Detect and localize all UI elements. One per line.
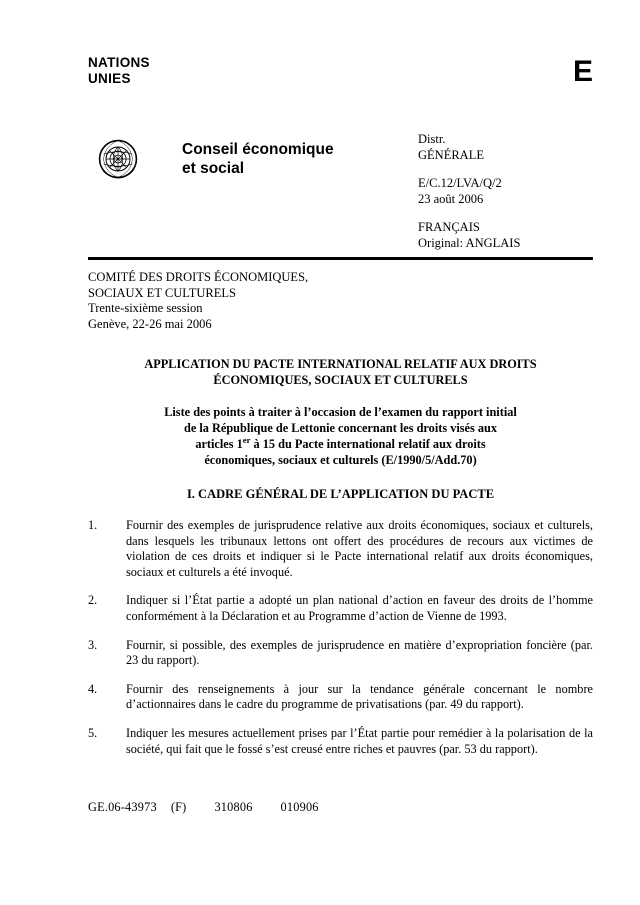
masthead xyxy=(88,55,593,113)
list-item-number: 5. xyxy=(88,725,98,740)
list-item-text: Fournir des exemples de jurisprudence relative aux droits économiques, sociaux et culturels, dans lesquels les tribunaux lettons ont offert des procédures de recours aux victimes de violation de ces droits et indiquer si le Pacte international relatif aux droits économiques, sociaux et culturels a été invoqué. xyxy=(126,518,593,579)
list-item xyxy=(88,593,593,624)
list-item xyxy=(88,726,593,757)
document-original-language: Original: ANGLAIS xyxy=(418,235,521,250)
document-series-letter: E xyxy=(572,55,593,88)
session-location-dates: Genève, 22-26 mai 2006 xyxy=(88,316,212,331)
footer-language-code: (F) xyxy=(170,800,187,814)
subtitle-articles-post: à 15 du Pacte international relatif aux droits xyxy=(250,437,486,451)
document-title xyxy=(88,356,593,388)
organ-title xyxy=(182,140,412,178)
document-title-line2: ÉCONOMIQUES, SOCIAUX ET CULTURELS xyxy=(213,373,468,387)
symbol-block xyxy=(418,176,520,207)
document-subtitle-line2: de la République de Lettonie concernant les droits visés aux xyxy=(183,421,497,435)
distribution-value: GÉNÉRALE xyxy=(418,147,484,162)
document-metadata xyxy=(418,132,520,251)
organ-title-line2: et social xyxy=(182,160,245,177)
subtitle-articles-ordinal: er xyxy=(242,434,251,445)
organization-name xyxy=(88,55,593,86)
document-content xyxy=(88,55,593,770)
distribution-label: Distr. xyxy=(418,132,446,146)
list-item-number: 2. xyxy=(88,593,98,608)
footer-code-2: 010906 xyxy=(280,800,319,814)
subtitle-articles-pre: articles 1 xyxy=(195,437,243,451)
document-subtitle-line1: Liste des points à traiter à l’occasion de l’examen du rapport initial xyxy=(164,405,517,419)
header-divider xyxy=(88,257,593,260)
section-heading: I. CADRE GÉNÉRAL DE L’APPLICATION DU PACTE xyxy=(186,487,495,501)
question-list xyxy=(88,518,593,757)
committee-name-line2: SOCIAUX ET CULTURELS xyxy=(88,285,236,300)
document-subtitle-line4: économiques, sociaux et culturels (E/1990/5/Add.70) xyxy=(204,453,477,467)
list-item-number: 1. xyxy=(88,518,98,532)
document-date: 23 août 2006 xyxy=(418,191,484,206)
committee-name-line1: COMITÉ DES DROITS ÉCONOMIQUES, xyxy=(88,270,309,284)
list-item-number: 3. xyxy=(88,637,98,652)
header-block xyxy=(88,132,593,251)
list-item-text: Indiquer les mesures actuellement prises par l’État partie pour remédier à la polarisation de la société, qui fait que le fossé s’est creusé entre riches et pauvres (par. 53 du rapport). xyxy=(126,725,593,756)
organ-title-line1: Conseil économique xyxy=(182,141,334,158)
list-item-text: Indiquer si l’État partie a adopté un plan national d’action en faveur des droits de l’homme conformément à la Déclaration et au Programme d’action de Vienne de 1993. xyxy=(126,593,593,623)
session-number: Trente-sixième session xyxy=(88,301,203,315)
footer-code-1: 310806 xyxy=(214,800,253,814)
list-item-text: Fournir, si possible, des exemples de jurisprudence en matière d’expropriation foncière (par. 23 du rapport). xyxy=(126,637,593,668)
organization-name-line1: NATIONS xyxy=(88,55,150,70)
document-title-line1: APPLICATION DU PACTE INTERNATIONAL RELATIF AUX DROITS xyxy=(144,357,537,371)
document-subtitle-line3 xyxy=(88,436,593,452)
document-symbol: E/C.12/LVA/Q/2 xyxy=(418,176,502,190)
distribution-block xyxy=(418,132,520,163)
list-item-text: Fournir des renseignements à jour sur la tendance générale concernant le nombre d’actionnaires dans le cadre du programme de privatisations (par. 49 du rapport). xyxy=(126,681,593,712)
footer xyxy=(88,800,319,815)
language-block xyxy=(418,220,520,251)
document-language: FRANÇAIS xyxy=(418,220,480,234)
list-item xyxy=(88,638,593,669)
list-item-number: 4. xyxy=(88,681,98,696)
footer-job-number: GE.06-43973 xyxy=(88,800,157,814)
list-item xyxy=(88,682,593,713)
document-subtitle xyxy=(88,404,593,468)
committee-block xyxy=(88,270,593,332)
un-emblem-icon xyxy=(98,139,138,179)
list-item xyxy=(88,518,593,580)
organization-name-line2: UNIES xyxy=(88,70,131,86)
